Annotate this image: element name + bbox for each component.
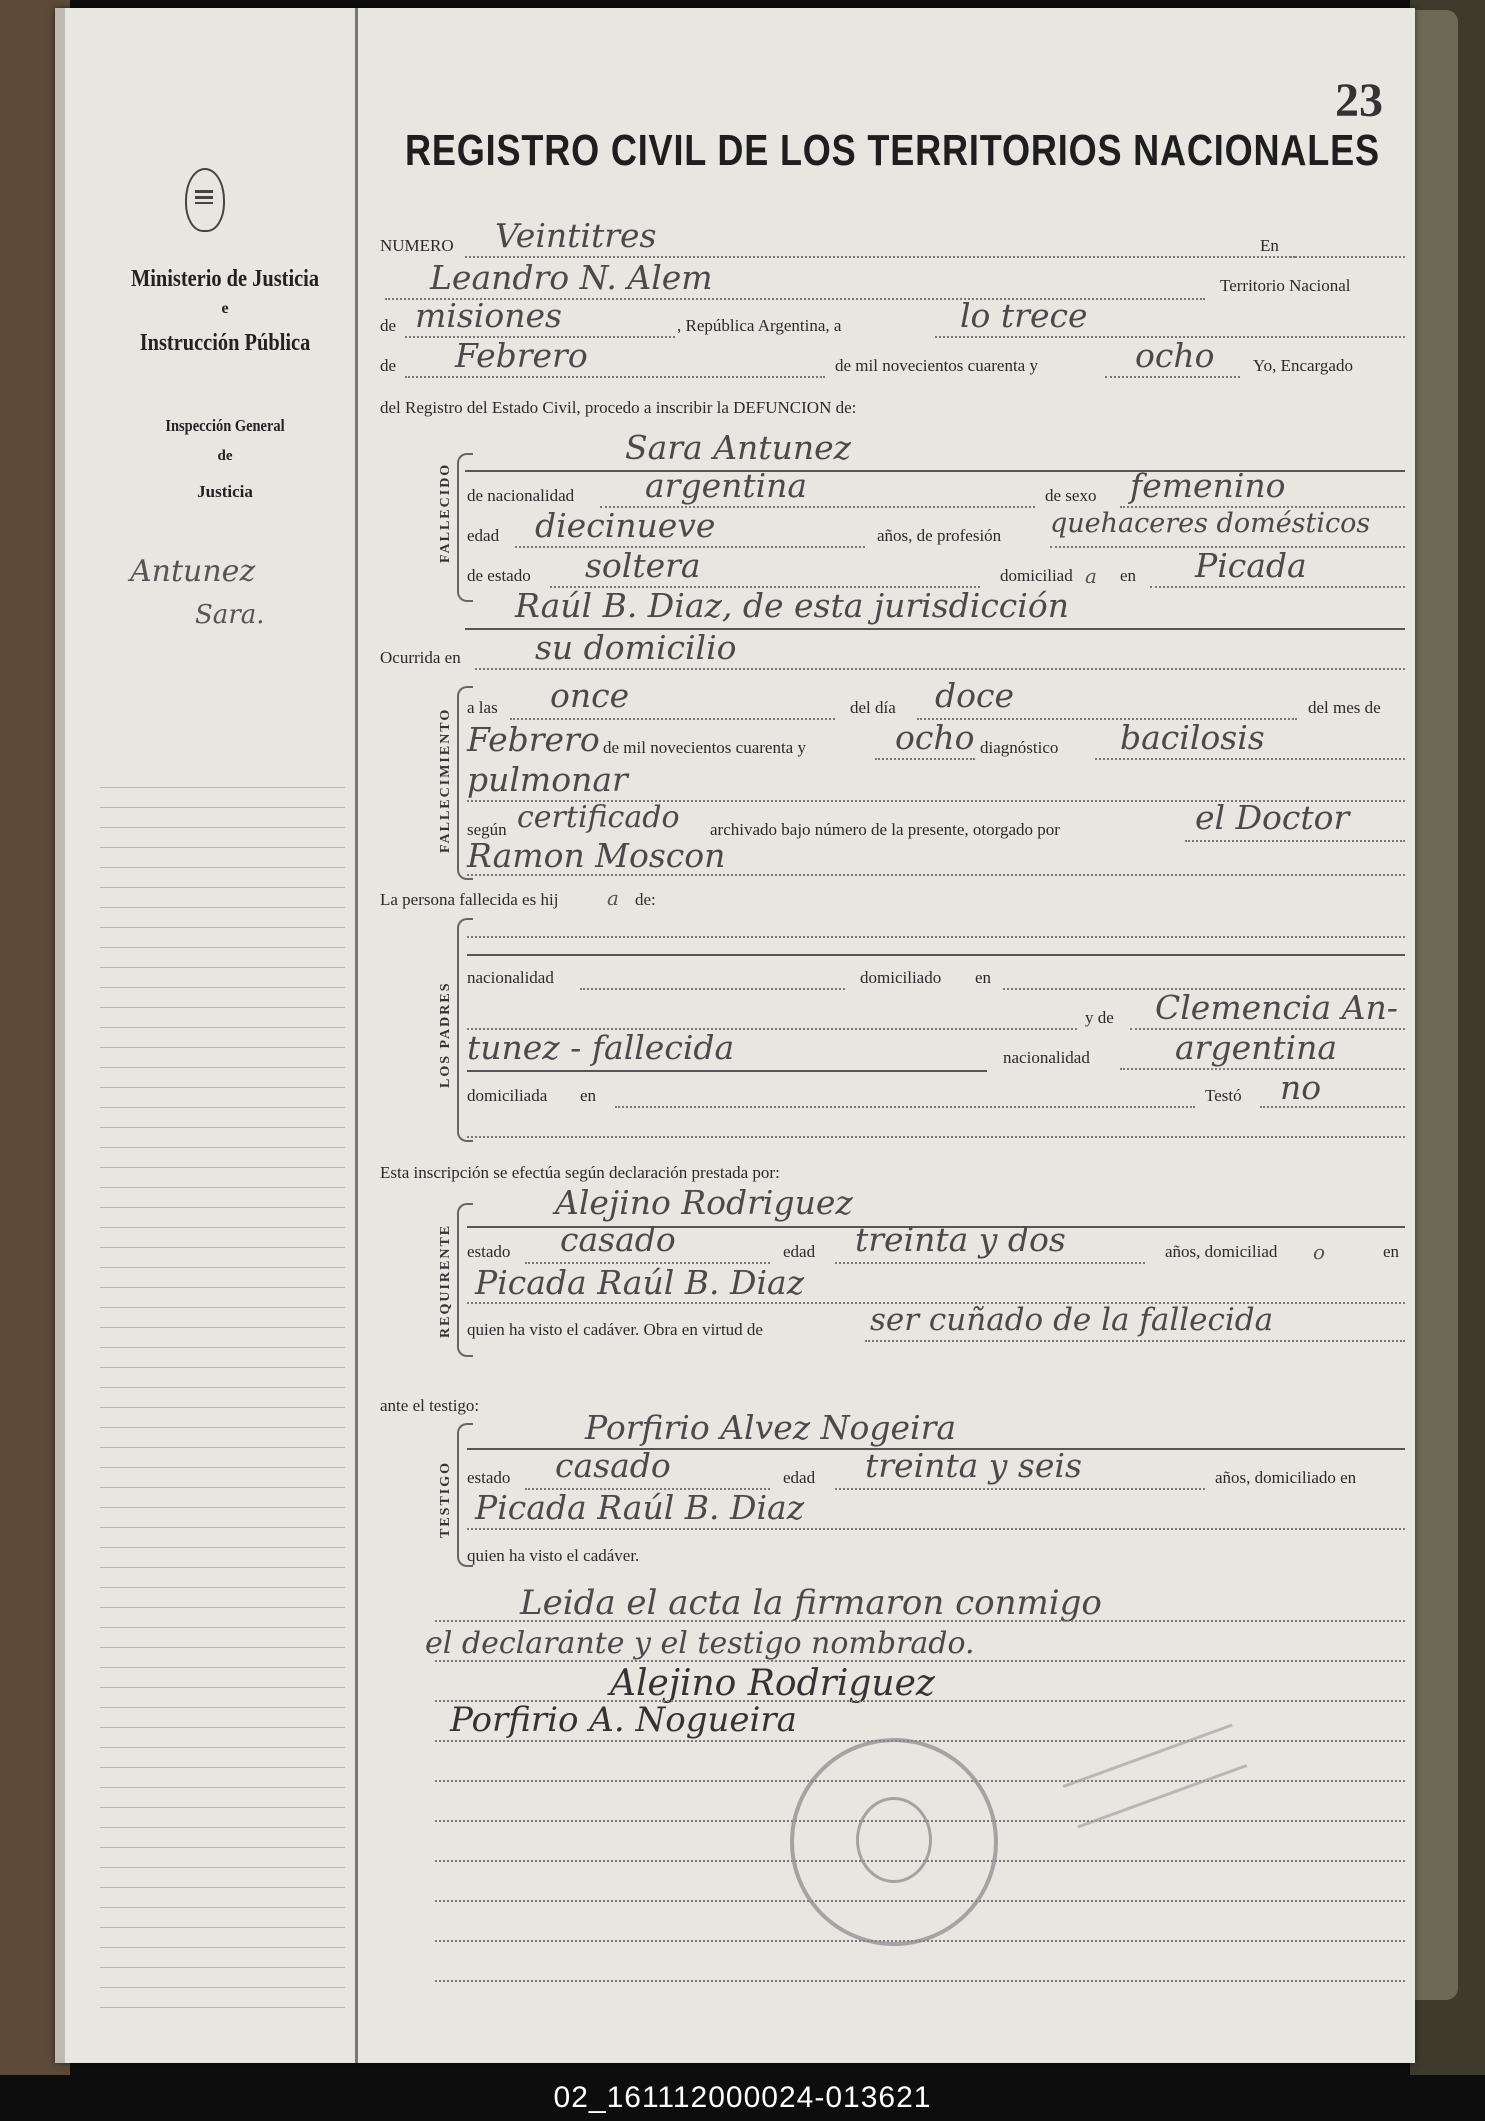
testigo-estado-value: casado [555,1446,671,1485]
en-dots [1290,256,1405,258]
month-dots [405,376,825,378]
testigo-edad-label: edad [783,1468,816,1487]
hora-value: once [550,676,630,715]
registro-label: del Registro del Estado Civil, procedo a inscribir la DEFUNCION de: [380,398,857,417]
requirente-section-label: REQUIRENTE [438,1223,453,1338]
madre-nacionalidad-value: argentina [1175,1028,1338,1067]
testo-label: Testó [1205,1086,1242,1105]
mes-label: del mes de [1308,698,1381,717]
margin-name-line2: Sara. [195,600,265,630]
territory-value: misiones [415,296,562,335]
madre-rule [467,1070,987,1072]
requirente-edad-dots [835,1262,1145,1264]
nacionalidad-value: argentina [645,466,808,505]
requirente-domiciliado-label: años, domiciliad [1165,1242,1278,1261]
territorio-label: Territorio Nacional [1220,276,1351,295]
fallecido-name: Sara Antunez [625,428,851,467]
domicilio-dots [1150,586,1405,588]
page-title: REGISTRO CIVIL DE LOS TERRITORIOS NACIONALES [405,126,1380,175]
y-de-label: y de [1085,1008,1114,1027]
padres-section-label: LOS PADRES [438,981,453,1088]
madre-value: Clemencia An- [1155,988,1398,1027]
estado-value: soltera [585,546,701,585]
domiciliada-en-label: en [580,1086,597,1105]
archivado-label: archivado bajo número de la presente, otorgado por [710,820,1060,839]
inspection-line2: de [217,448,233,464]
padre-name-dots [467,936,1405,938]
requirente-name: Alejino Rodriguez [555,1183,853,1222]
segun-label: según [467,820,507,839]
month-value: Febrero [455,336,588,375]
requirente-estado-label: estado [467,1242,511,1261]
register-page [55,8,1415,2063]
testigo-domicilio-value: Picada Raúl B. Diaz [475,1488,805,1527]
sexo-value: femenino [1130,466,1286,505]
declaracion-label: Esta inscripción se efectúa según declaración prestada por: [380,1163,780,1182]
requirente-estado-value: casado [560,1220,676,1259]
testigo-edad-value: treinta y seis [865,1446,1082,1485]
republica-label: , República Argentina, a [677,316,842,335]
ministry-line1: Ministerio de Justicia [130,266,320,292]
diagnostico-dots [1095,758,1405,760]
civil-registry-seal-stamp [790,1738,998,1946]
mes-value: Febrero [467,720,600,759]
testigo-section-label: TESTIGO [438,1460,453,1538]
sexo-label: de sexo [1045,486,1097,505]
fallecimiento-year-label: de mil novecientos cuarenta y [603,738,806,757]
edad-label: edad [467,526,500,545]
domicilio-line2: Raúl B. Diaz, de esta jurisdicción [515,586,1069,625]
diagnostico-value: bacilosis [1120,718,1265,757]
ocurrida-value: su domicilio [535,628,737,667]
en-label: En [1260,236,1279,255]
requirente-edad-value: treinta y dos [855,1220,1066,1259]
dia-label: del día [850,698,896,717]
numero-label: NUMERO [380,236,454,255]
padre-nacionalidad-label: nacionalidad [467,968,554,987]
closing-dots10 [435,1980,1405,1982]
numero-value: Veintitres [495,216,657,255]
fallecimiento-year-value: ocho [895,718,975,757]
ante-testigo-label: ante el testigo: [380,1396,480,1415]
requirente-domiciliado-suffix: o [1313,1240,1326,1264]
testo-value: no [1280,1068,1322,1107]
testigo-domiciliado-label: años, domiciliado en [1215,1468,1357,1487]
padre-domiciliado-label: domiciliado [860,968,942,987]
encargado-label: Yo, Encargado [1253,356,1353,375]
ministry-line3: Instrucción Pública [139,330,311,356]
otorgado-value: el Doctor [1195,798,1350,837]
closing-dots1 [435,1620,1405,1622]
padre-nacionalidad-dots [580,988,845,990]
ocurrida-dots [475,668,1405,670]
estado-label: de estado [467,566,531,585]
inspection-line1: Inspección General [165,416,285,435]
madre-nacionalidad-dots [1120,1068,1405,1070]
margin-name-line1: Antunez [130,554,256,589]
edad-value: diecinueve [535,506,716,545]
a-las-label: a las [467,698,498,717]
domiciliada-label: domiciliada [467,1086,548,1105]
requirente-cadaver-dots [865,1340,1405,1342]
padres-last-dots [467,1136,1405,1138]
nacionalidad-label: de nacionalidad [467,486,575,505]
requirente-cadaver-label: quien ha visto el cadáver. Obra en virtud de [467,1320,763,1339]
closing-line2: el declarante y el testigo nombrado. [425,1626,975,1661]
padre-rule [467,954,1405,956]
testigo-domicilio-dots [467,1528,1405,1530]
hijo-label-end: de: [635,890,656,909]
profesion-value: quehaceres domésticos [1050,508,1371,539]
year-dots [1105,376,1240,378]
dia-value: doce [935,676,1015,715]
testigo-edad-dots [835,1488,1205,1490]
domiciliada-dots [615,1106,1195,1108]
requirente-domicilio-value: Picada Raúl B. Diaz [475,1263,805,1302]
ministry-line2: e [221,300,229,317]
fallecido-section-label: FALLECIDO [438,462,453,563]
testigo-name: Porfirio Alvez Nogeira [585,1408,957,1447]
place-value: Leandro N. Alem [430,258,713,297]
domiciliad-label: domiciliad [1000,566,1073,585]
padre-en-label: en [975,968,992,987]
profesion-label: años, de profesión [877,526,1002,545]
image-caption: 02_161112000024-013621 [0,2075,1485,2121]
coat-of-arms-icon [185,168,225,232]
fallecimiento-year-dots [875,758,975,760]
madre-line2: tunez - fallecida [467,1028,735,1067]
inspection-line3: Justicia [197,482,253,501]
madre-nacionalidad-label: nacionalidad [1003,1048,1090,1067]
fallecimiento-section-label: FALLECIMIENTO [438,707,453,853]
de-label-2: de [380,356,397,375]
segun-value: certificado [517,800,680,835]
diagnostico-line2: pulmonar [467,760,628,799]
year-label: de mil novecientos cuarenta y [835,356,1038,375]
signature-requirente: Alejino Rodriguez [610,1663,935,1704]
requirente-edad-label: edad [783,1242,816,1261]
requirente-cadaver-value: ser cuñado de la fallecida [870,1302,1274,1338]
de-label: de [380,316,397,335]
page-number: 23 [1335,74,1383,127]
otorgado-dots [1185,840,1405,842]
domicilio-en-label: en [1120,566,1137,585]
domicilio-value: Picada [1195,546,1307,585]
requirente-en-label: en [1383,1242,1400,1261]
doctor-line2-dots [467,874,1405,876]
margin-ruled-lines [100,768,345,2008]
day-value: lo trece [960,296,1088,335]
doctor-line2: Ramon Moscon [467,836,726,875]
closing-line1: Leida el acta la firmaron conmigo [520,1583,1102,1623]
domiciliad-suffix: a [1085,564,1097,588]
testigo-cadaver-label: quien ha visto el cadáver. [467,1546,640,1565]
closing-dots2 [435,1660,1405,1662]
signature-testigo: Porfirio A. Nogueira [450,1700,797,1740]
hijo-label: La persona fallecida es hij [380,890,559,909]
diagnostico-label: diagnóstico [980,738,1059,757]
testigo-estado-label: estado [467,1468,511,1487]
hijo-suffix: a [607,886,619,910]
ocurrida-label: Ocurrida en [380,648,461,667]
year-value: ocho [1135,336,1215,375]
